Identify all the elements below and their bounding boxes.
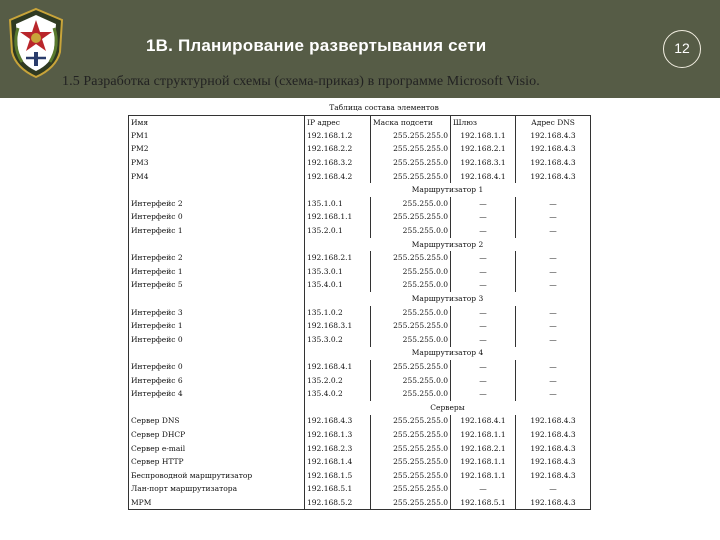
table-cell: 192.168.4.3	[305, 415, 371, 429]
table-cell: 255.255.0.0	[371, 197, 451, 211]
table-cell: 255.255.255.0	[371, 415, 451, 429]
slide-number-badge: 12	[663, 30, 701, 68]
table-cell: 255.255.0.0	[371, 333, 451, 347]
table-cell: PM2	[129, 143, 305, 157]
table-cell: 255.255.255.0	[371, 319, 451, 333]
table-cell: —	[516, 224, 591, 238]
table-cell: 192.168.1.1	[451, 455, 516, 469]
table-caption: Таблица состава элементов	[329, 103, 439, 112]
table-cell: 192.168.2.1	[451, 143, 516, 157]
table-cell: —	[516, 483, 591, 497]
table-cell: —	[516, 319, 591, 333]
table-cell: —	[451, 387, 516, 401]
table-row	[129, 306, 591, 320]
table-cell: Интерфейс 4	[129, 387, 305, 401]
table-row	[129, 197, 591, 211]
table-cell: —	[516, 333, 591, 347]
table-cell: Интерфейс 2	[129, 251, 305, 265]
table-row	[129, 265, 591, 279]
table-cell: 192.168.5.2	[305, 496, 371, 510]
table-cell: 192.168.3.1	[305, 319, 371, 333]
elements-table-section	[128, 101, 590, 510]
slide-subtitle: 1.5 Разработка структурной схемы (схема-приказ) в программе Microsoft Visio.	[62, 74, 540, 89]
table-cell: 255.255.0.0	[371, 374, 451, 388]
table-cell: —	[516, 360, 591, 374]
table-cell: Интерфейс 0	[129, 211, 305, 225]
table-cell: Сервер DNS	[129, 415, 305, 429]
table-cell: 135.2.0.1	[305, 224, 371, 238]
table-row	[129, 319, 591, 333]
table-cell: —	[451, 306, 516, 320]
table-cell: —	[516, 306, 591, 320]
table-cell: 192.168.2.3	[305, 442, 371, 456]
table-cell: 192.168.4.3	[516, 129, 591, 143]
table-cell: 255.255.255.0	[371, 496, 451, 510]
table-cell: 192.168.4.3	[516, 415, 591, 429]
table-row	[129, 415, 591, 429]
table-cell: 192.168.1.4	[305, 455, 371, 469]
table-cell: Шлюз	[451, 116, 516, 130]
table-cell: 192.168.1.1	[305, 211, 371, 225]
table-cell: 192.168.5.1	[451, 496, 516, 510]
table-cell: —	[451, 483, 516, 497]
table-cell: —	[451, 374, 516, 388]
table-cell	[129, 292, 305, 306]
table-cell: 192.168.5.1	[305, 483, 371, 497]
table-cell: 255.255.255.0	[371, 211, 451, 225]
table-cell: 192.168.4.3	[516, 496, 591, 510]
table-cell: Интерфейс 1	[129, 224, 305, 238]
table-cell: 192.168.2.2	[305, 143, 371, 157]
table-group-row	[129, 292, 591, 306]
table-row	[129, 374, 591, 388]
slide-title: 1В. Планирование развертывания сети	[146, 36, 487, 55]
table-cell: Адрес DNS	[516, 116, 591, 130]
table-cell: Сервер DHCP	[129, 428, 305, 442]
military-emblem-icon	[4, 6, 68, 80]
table-row	[129, 251, 591, 265]
table-cell: Интерфейс 6	[129, 374, 305, 388]
table-cell: 192.168.2.1	[305, 251, 371, 265]
table-row	[129, 156, 591, 170]
table-cell: 192.168.4.3	[516, 170, 591, 184]
table-cell: 192.168.4.1	[451, 415, 516, 429]
table-cell: 135.3.0.2	[305, 333, 371, 347]
table-row	[129, 279, 591, 293]
table-cell: —	[451, 197, 516, 211]
table-cell: —	[516, 387, 591, 401]
table-cell: 255.255.255.0	[371, 360, 451, 374]
group-title: Маршрутизатор 2	[305, 238, 591, 252]
table-cell: —	[451, 333, 516, 347]
table-cell: 255.255.255.0	[371, 156, 451, 170]
table-cell: 192.168.4.3	[516, 156, 591, 170]
table-header-row	[129, 116, 591, 130]
table-cell: 192.168.1.5	[305, 469, 371, 483]
table-cell	[129, 238, 305, 252]
table-cell: —	[516, 197, 591, 211]
table-cell: 135.1.0.1	[305, 197, 371, 211]
table-cell: 255.255.0.0	[371, 387, 451, 401]
table-cell: Маска подсети	[371, 116, 451, 130]
table-cell: PM3	[129, 156, 305, 170]
table-cell: Интерфейс 0	[129, 360, 305, 374]
table-group-row	[129, 347, 591, 361]
table-cell: 192.168.4.2	[305, 170, 371, 184]
table-cell: 192.168.4.3	[516, 469, 591, 483]
table-cell: 255.255.255.0	[371, 251, 451, 265]
group-title: Маршрутизатор 3	[305, 292, 591, 306]
group-title: Маршрутизатор 4	[305, 347, 591, 361]
table-cell: 192.168.1.3	[305, 428, 371, 442]
table-cell: —	[516, 279, 591, 293]
table-cell: 255.255.0.0	[371, 265, 451, 279]
table-group-row	[129, 238, 591, 252]
table-cell: Сервер HTTP	[129, 455, 305, 469]
table-row	[129, 496, 591, 510]
table-cell: 255.255.0.0	[371, 279, 451, 293]
table-row	[129, 333, 591, 347]
table-cell: 192.168.4.3	[516, 442, 591, 456]
table-row	[129, 224, 591, 238]
table-cell: —	[451, 360, 516, 374]
table-row	[129, 483, 591, 497]
table-cell: —	[516, 265, 591, 279]
table-row	[129, 211, 591, 225]
table-cell: PM4	[129, 170, 305, 184]
table-cell: —	[516, 251, 591, 265]
table-row	[129, 455, 591, 469]
table-cell: —	[516, 374, 591, 388]
group-title: Маршрутизатор 1	[305, 183, 591, 197]
table-cell: Интерфейс 5	[129, 279, 305, 293]
table-cell: 255.255.255.0	[371, 469, 451, 483]
table-cell: 135.4.0.1	[305, 279, 371, 293]
table-cell: —	[451, 251, 516, 265]
group-title: Серверы	[305, 401, 591, 415]
table-group-row	[129, 401, 591, 415]
table-row	[129, 360, 591, 374]
table-row	[129, 442, 591, 456]
table-row	[129, 387, 591, 401]
table-cell: Беспроводной маршрутизатор	[129, 469, 305, 483]
table-cell: 135.2.0.2	[305, 374, 371, 388]
table-cell: 255.255.255.0	[371, 455, 451, 469]
table-cell: 255.255.255.0	[371, 483, 451, 497]
table-cell: МРМ	[129, 496, 305, 510]
table-cell: IP адрес	[305, 116, 371, 130]
table-cell	[129, 401, 305, 415]
table-cell: 192.168.4.3	[516, 428, 591, 442]
table-cell: Интерфейс 2	[129, 197, 305, 211]
table-cell	[129, 347, 305, 361]
table-cell: Интерфейс 0	[129, 333, 305, 347]
table-cell: 192.168.4.3	[516, 143, 591, 157]
table-row	[129, 428, 591, 442]
table-cell: 192.168.1.1	[451, 469, 516, 483]
table-cell: 255.255.255.0	[371, 428, 451, 442]
table-cell: 255.255.255.0	[371, 143, 451, 157]
table-cell: 135.3.0.1	[305, 265, 371, 279]
table-cell: Лан-порт маршрутизатора	[129, 483, 305, 497]
table-cell: —	[516, 211, 591, 225]
table-cell: —	[451, 319, 516, 333]
elements-table	[128, 115, 591, 510]
table-cell: 255.255.0.0	[371, 306, 451, 320]
table-cell: —	[451, 265, 516, 279]
table-cell: PM1	[129, 129, 305, 143]
table-cell: Имя	[129, 116, 305, 130]
table-cell: 255.255.255.0	[371, 442, 451, 456]
table-cell: Интерфейс 3	[129, 306, 305, 320]
table-cell: 192.168.3.1	[451, 156, 516, 170]
table-row	[129, 129, 591, 143]
table-cell	[129, 183, 305, 197]
table-cell: Интерфейс 1	[129, 319, 305, 333]
table-cell: —	[451, 224, 516, 238]
elements-table-body	[129, 116, 591, 510]
table-cell: 192.168.3.2	[305, 156, 371, 170]
table-cell: 192.168.1.1	[451, 129, 516, 143]
table-cell: 135.1.0.2	[305, 306, 371, 320]
table-cell: 192.168.2.1	[451, 442, 516, 456]
table-cell: 255.255.0.0	[371, 224, 451, 238]
table-row	[129, 469, 591, 483]
table-cell: 255.255.255.0	[371, 170, 451, 184]
table-cell: —	[451, 279, 516, 293]
table-cell: —	[451, 211, 516, 225]
table-cell: 255.255.255.0	[371, 129, 451, 143]
table-cell: 192.168.4.1	[305, 360, 371, 374]
table-group-row	[129, 183, 591, 197]
table-cell: Интерфейс 1	[129, 265, 305, 279]
table-cell: 192.168.4.1	[451, 170, 516, 184]
table-cell: 192.168.4.3	[516, 455, 591, 469]
table-cell: 135.4.0.2	[305, 387, 371, 401]
table-cell: 192.168.1.1	[451, 428, 516, 442]
table-cell: 192.168.1.2	[305, 129, 371, 143]
table-cell: Сервер e-mail	[129, 442, 305, 456]
table-row	[129, 143, 591, 157]
table-row	[129, 170, 591, 184]
